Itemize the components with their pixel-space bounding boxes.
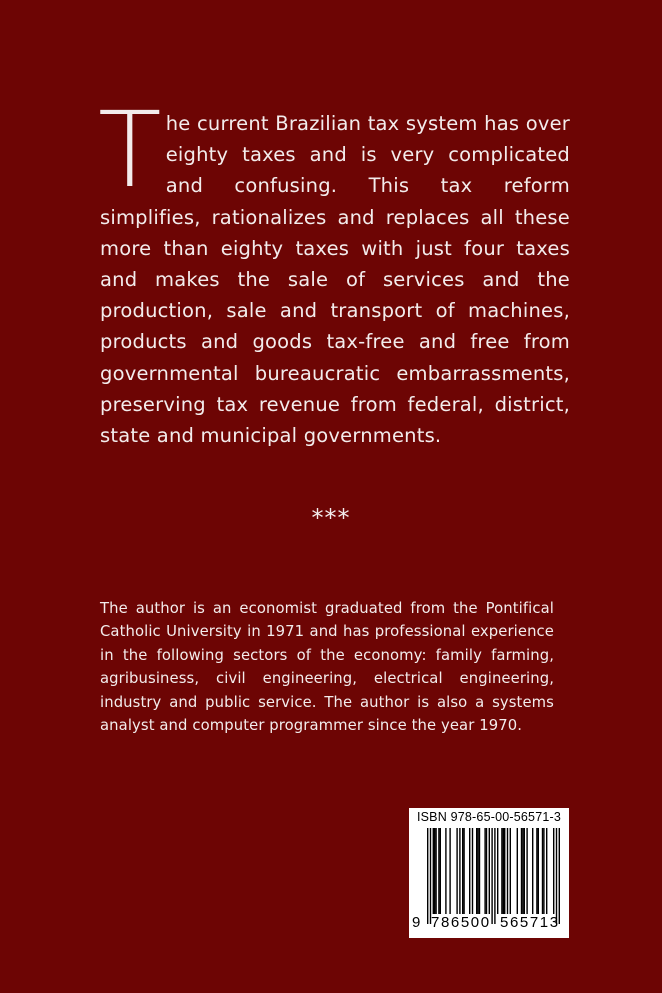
barcode-bar (463, 828, 464, 914)
barcode-bar (524, 828, 525, 914)
barcode-bar (510, 828, 511, 914)
barcode-bar (462, 828, 463, 914)
drop-cap: T (98, 89, 162, 211)
barcode-bar (494, 828, 495, 924)
barcode-bar (445, 828, 446, 914)
barcode-bar (479, 828, 480, 914)
barcode-bar (476, 828, 477, 914)
barcode-bar (536, 828, 537, 914)
back-cover-blurb (98, 89, 570, 451)
barcode-bar (521, 828, 522, 914)
barcode-bar (456, 828, 457, 914)
barcode-bar (440, 828, 441, 914)
barcode-bar (427, 828, 428, 924)
barcode-bar (484, 828, 485, 914)
barcode-bar (469, 828, 470, 914)
barcode-bar (517, 828, 518, 914)
barcode-bar (538, 828, 539, 914)
barcode-bar (486, 828, 487, 914)
barcode-bar (504, 828, 505, 914)
barcode-bar (507, 828, 508, 914)
barcode-bar (472, 828, 473, 914)
blurb-text: he current Brazilian tax system has over eighty taxes and is very complicated and confusing. This tax reform simplifies, rationalizes and replaces all these more than eighty taxes with just four taxes and makes the sale of services and the production, sale and transport of machines, products and goods tax-free and free from governmental bureaucratic embarrassments, preserving tax revenue from federal, district, state and municipal governments. (100, 112, 570, 448)
isbn-label: ISBN 978-65-00-56571-3 (416, 810, 562, 824)
barcode-bar (449, 828, 450, 914)
barcode-bar (532, 828, 533, 914)
barcode-bar (497, 828, 498, 914)
author-bio: The author is an economist graduated from the Pontifical Catholic University in 1971 and has professional experience in the following sectors of the economy: family farming, agribusiness, civil engineering, electrical engineering, industry and public service. The author is also a systems analyst and computer programmer since the year 1970. (100, 600, 554, 735)
barcode-bar (543, 828, 544, 914)
barcode-left-digits: 786500 (431, 914, 491, 931)
barcode-bar (526, 828, 527, 914)
barcode-bar (489, 828, 490, 914)
barcode-bar (491, 828, 492, 924)
isbn-barcode (409, 808, 569, 938)
barcode-bar (522, 828, 523, 914)
barcode-bar (546, 828, 547, 914)
barcode-bar (434, 828, 435, 914)
barcode-bar (559, 828, 560, 924)
barcode-bar (433, 828, 434, 914)
barcode-right-digits: 565713 (500, 914, 560, 931)
barcode-bar (459, 828, 460, 914)
barcode-bar (477, 828, 478, 914)
barcode-lead-digit: 9 (412, 914, 421, 931)
section-separator: *** (311, 504, 351, 532)
barcode-bar (542, 828, 543, 914)
barcode-bar (553, 828, 554, 914)
barcode-bar (430, 828, 431, 924)
barcode-bar (438, 828, 439, 914)
barcode-bar (435, 828, 436, 914)
barcode-bar (501, 828, 502, 914)
barcode-bar (556, 828, 557, 924)
barcode-bar (503, 828, 504, 914)
